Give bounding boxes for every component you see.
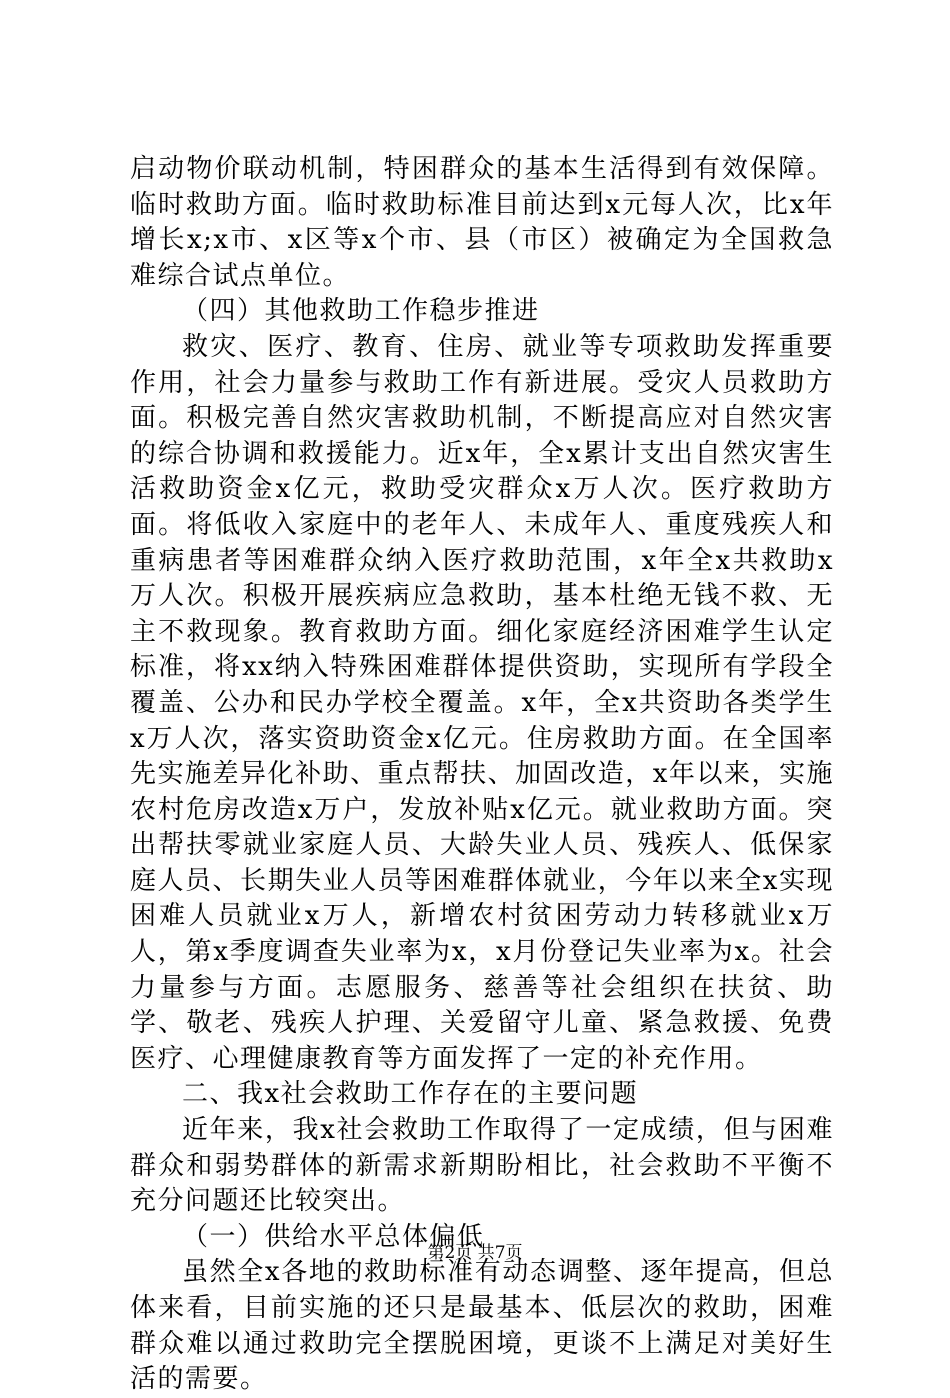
page-footer: 第2页 共7页 xyxy=(427,1243,523,1263)
paragraph-special-assistance: 救灾、医疗、教育、住房、就业等专项救助发挥重要作用，社会力量参与救助工作有新进展。受灾人员救助方面。积极完善自然灾害救助机制，不断提高应对自然灾害的综合协调和救援能力。近x年，全x累计支出自然灾害生活救助资金x亿元，救助受灾群众x万人次。医疗救助方面。将低收入家庭中的老年人、未成年人、重度残疾人和重病患者等困难群众纳入医疗救助范围，x年全x共救助x万人次。积极开展疾病应急救助，基本杜绝无钱不救、无主不救现象。教育救助方面。细化家庭经济困难学生认定标准，将xx纳入特殊困难群体提供资助，实现所有学段全覆盖、公办和民办学校全覆盖。x年，全x共资助各类学生x万人次，落实资助资金x亿元。住房救助方面。在全国率先实施差异化补助、重点帮扶、加固改造，x年以来，实施农村危房改造x万户，发放补贴x亿元。就业救助方面。突出帮扶零就业家庭人员、大龄失业人员、残疾人、低保家庭人员、长期失业人员等困难群体就业，今年以来全x实现困难人员就业x万人，新增农村贫困劳动力转移就业x万人，第x季度调查失业率为x，x月份登记失业率为x。社会力量参与方面。志愿服务、慈善等社会组织在扶贫、助学、敬老、残疾人护理、关爱留守儿童、紧急救援、免费医疗、心理健康教育等方面发挥了一定的补充作用。 xyxy=(130,331,834,1074)
paragraph-problems-intro: 近年来，我x社会救助工作取得了一定成绩，但与困难群众和弱势群体的新需求新期盼相比，社会救助不平衡不充分问题还比较突出。 xyxy=(130,1115,834,1217)
paragraph-continuation: 启动物价联动机制，特困群众的基本生活得到有效保障。临时救助方面。临时救助标准目前达到x元每人次，比x年增长x;x市、x区等x个市、县（市区）被确定为全国救急难综合试点单位。 xyxy=(130,154,834,291)
paragraph-supply-level: 虽然全x各地的救助标准有动态调整、逐年提高，但总体来看，目前实施的还只是最基本、低层次的救助，困难群众难以通过救助完全摆脱困境，更谈不上满足对美好生活的需要。 xyxy=(130,1257,834,1395)
document-body xyxy=(130,152,834,1398)
section-heading-other-assistance: （四）其他救助工作稳步推进 xyxy=(182,296,540,327)
section-heading-main-problems: 二、我x社会救助工作存在的主要问题 xyxy=(182,1079,639,1110)
section-heading-supply-level: （一）供给水平总体偏低 xyxy=(182,1221,485,1252)
